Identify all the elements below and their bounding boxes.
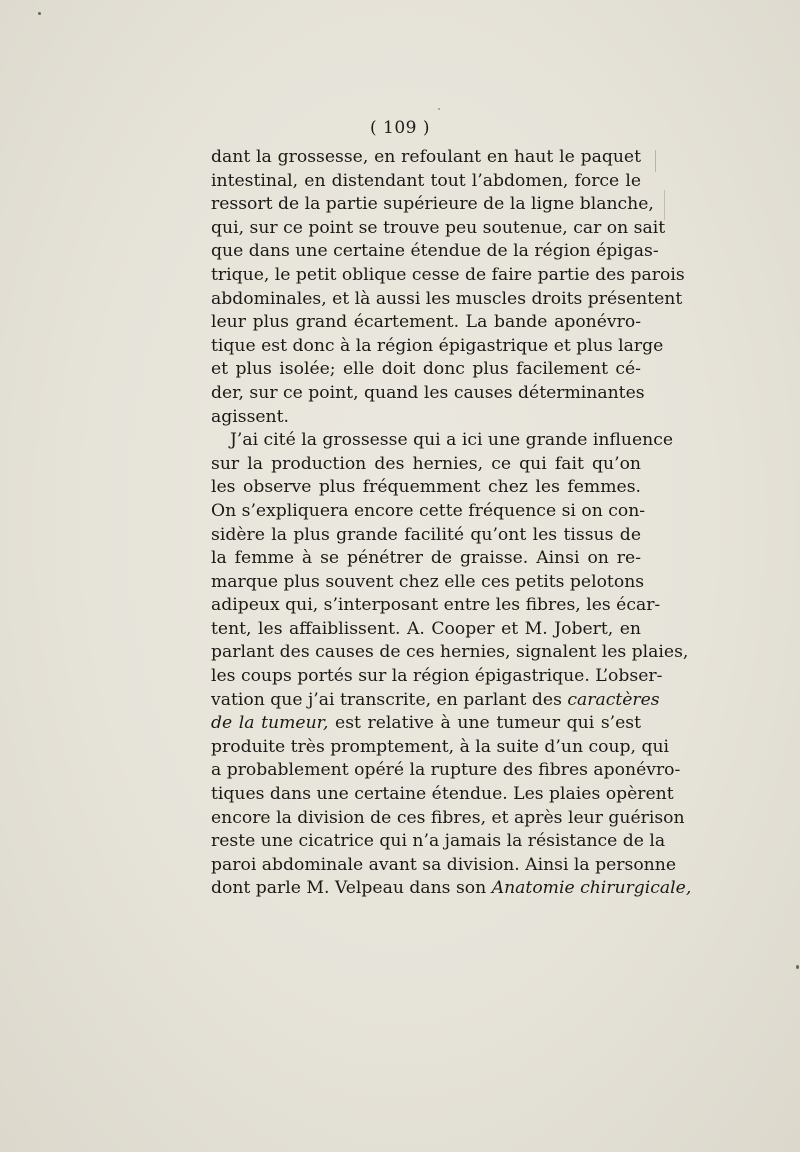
paper-speck xyxy=(438,108,440,110)
text-line: et plus isolée; elle doit donc plus facilement cé- xyxy=(211,359,641,380)
text-line: tique est donc à la région épigastrique et plus large xyxy=(211,335,664,356)
text-line: qui, sur ce point se trouve peu soutenue, car on sait xyxy=(211,217,666,238)
italic-title: Anatomie chirurgicale, xyxy=(491,878,692,899)
page-number: ( 109 ) xyxy=(369,118,431,138)
text-line: leur plus grand écartement. La bande aponévro- xyxy=(211,312,641,333)
text-line: marque plus souvent chez elle ces petits pelotons xyxy=(211,571,645,592)
text-line: tent, les affaiblissent. A. Cooper et M. Jobert, en xyxy=(211,618,641,639)
text-line: sur la production des hernies, ce qui fait qu’on xyxy=(211,453,641,474)
text-line: adipeux qui, s’interposant entre les fibres, les écar- xyxy=(211,595,661,616)
text-line: les observe plus fréquemment chez les femmes. xyxy=(211,477,641,498)
text-line: dant la grossesse, en refoulant en haut le paquet xyxy=(211,147,641,167)
text-line: produite très promptement, à la suite d’un coup, qui xyxy=(211,736,670,757)
text-line xyxy=(211,689,660,713)
text-line: trique, le petit oblique cesse de faire partie des parois xyxy=(211,264,685,285)
text-line: ressort de la partie supérieure de la ligne blanche, xyxy=(211,194,654,215)
text-line: sidère la plus grande facilité qu’ont les tissus de xyxy=(211,524,641,545)
text-line: a probablement opéré la rupture des fibres aponévro- xyxy=(211,760,681,781)
text-run: dont parle M. Velpeau dans son xyxy=(211,878,492,899)
text-line: reste une cicatrice qui n’a jamais la résistance de la xyxy=(211,831,666,852)
text-line: On s’expliquera encore cette fréquence si on con- xyxy=(211,500,646,521)
text-line xyxy=(211,712,641,736)
text-line: agissent. xyxy=(211,406,289,427)
paper-speck xyxy=(38,12,41,15)
text-line: J’ai cité la grossesse qui a ici une grande influence xyxy=(230,430,673,451)
text-run: vation que j’ai transcrite, en parlant des xyxy=(211,689,568,710)
text-line: tiques dans une certaine étendue. Les plaies opèrent xyxy=(211,784,674,805)
italic-title: de la tumeur, xyxy=(211,713,329,734)
text-line: der, sur ce point, quand les causes déterminantes xyxy=(211,382,645,403)
text-run: est relative à une tumeur qui s’est xyxy=(328,713,641,734)
text-line: intestinal, en distendant tout l’abdomen, force le xyxy=(211,170,641,191)
text-line: les coups portés sur la région épigastrique. L’obser- xyxy=(211,666,663,687)
text-line: parlant des causes de ces hernies, signalent les plaies, xyxy=(211,642,689,663)
paper-crease xyxy=(664,190,665,220)
paper-speck xyxy=(796,965,799,969)
italic-title: caractères xyxy=(567,689,660,710)
text-line xyxy=(211,877,692,901)
text-line: encore la division de ces fibres, et après leur guérison xyxy=(211,807,685,828)
body-text xyxy=(211,146,692,901)
text-line: la femme à se pénétrer de graisse. Ainsi on re- xyxy=(211,548,641,569)
paper-crease xyxy=(655,150,656,172)
text-line: que dans une certaine étendue de la région épigas- xyxy=(211,241,659,262)
text-line: paroi abdominale avant sa division. Ainsi la personne xyxy=(211,854,676,875)
text-line: abdominales, et là aussi les muscles droits présentent xyxy=(211,288,683,309)
